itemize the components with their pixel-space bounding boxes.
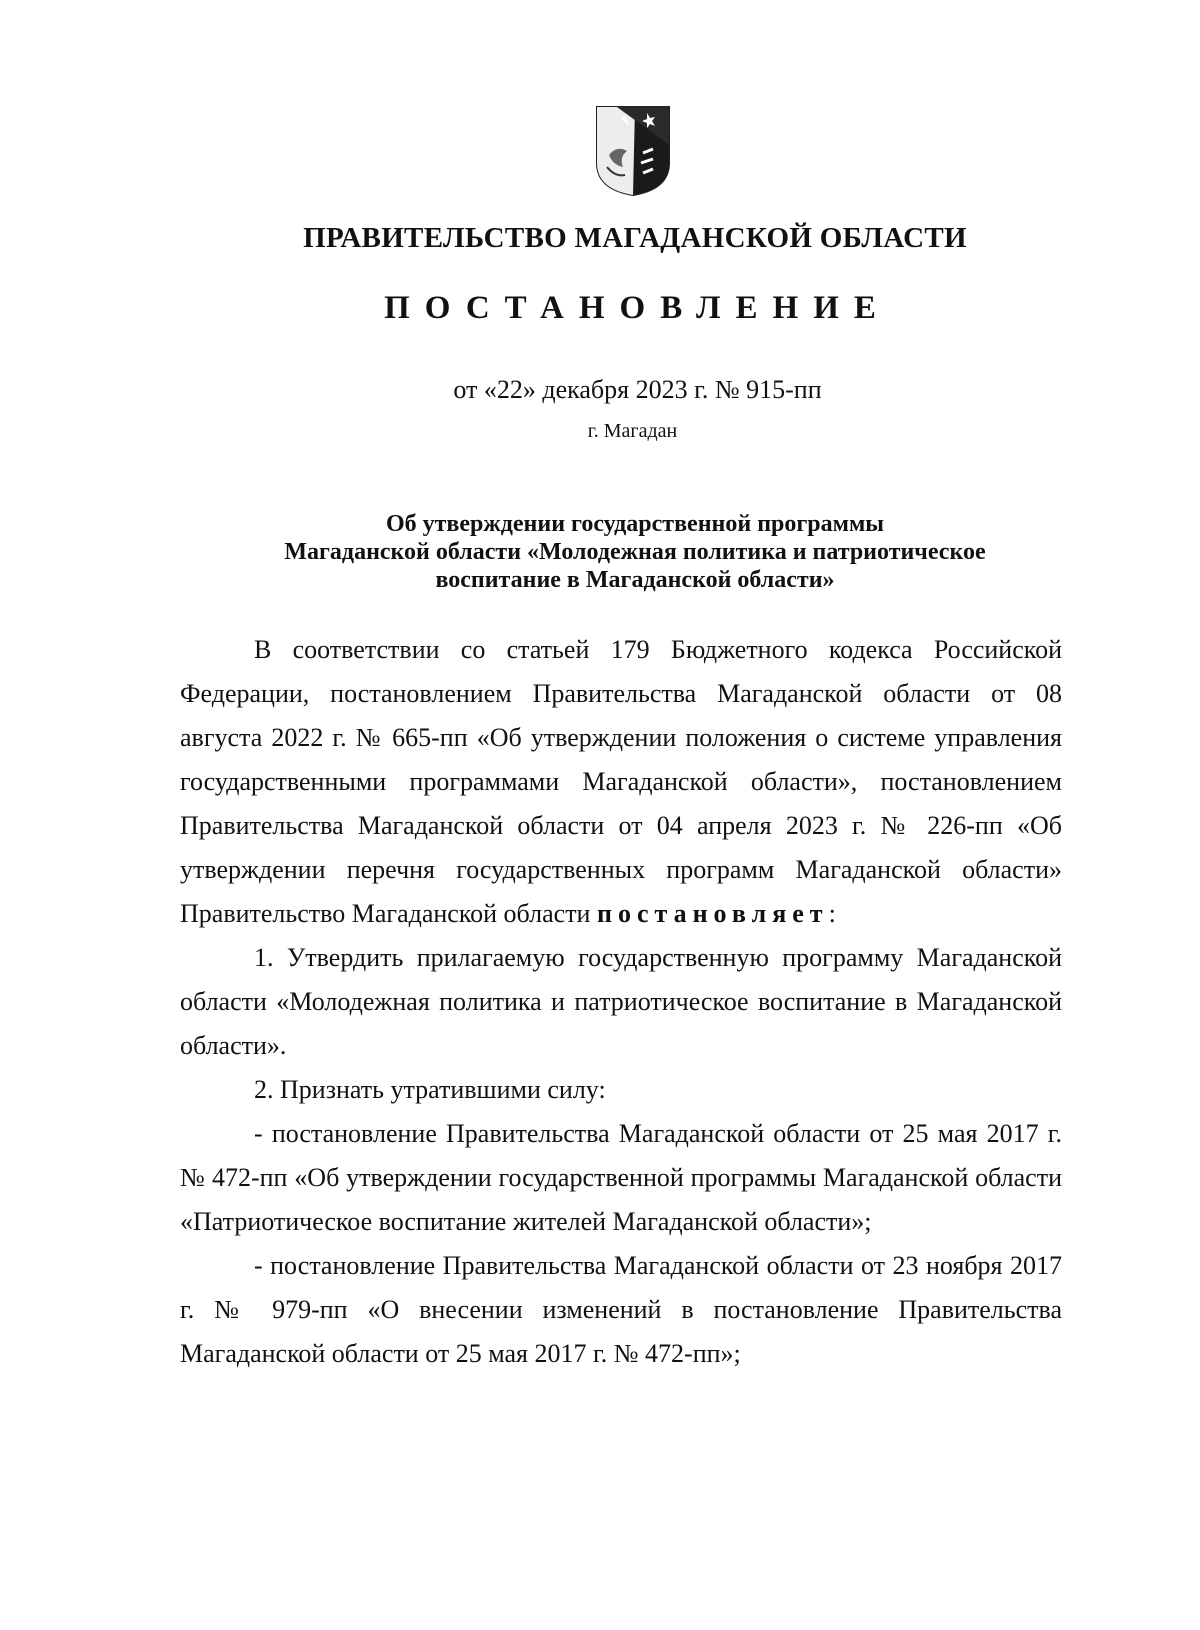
decree-colon: :: [828, 899, 836, 928]
clause-2-paragraph: 2. Признать утратившими силу:: [254, 1075, 606, 1104]
repealed-act-2-paragraph: - постановление Правительства Магаданской области от 23 ноября 2017 г. № 979-пп «О внесении изменений в постановление Правительства Магаданской области от 25 мая 2017 г. № 472-пп»;: [180, 1251, 1062, 1368]
subject-line: Об утверждении государственной программы: [385, 511, 885, 537]
decree-word: постановляет: [596, 899, 829, 928]
document-body: [180, 628, 1062, 1376]
preamble-paragraph: [180, 628, 1062, 936]
subject-line: воспитание в Магаданской области»: [435, 567, 835, 593]
date-number-line: от «22» декабря 2023 г. № 915-пп: [453, 375, 822, 404]
coat-of-arms-icon: [595, 105, 671, 197]
document-type: ПОСТАНОВЛЕНИЕ: [384, 290, 891, 326]
subject-line: Магаданской области «Молодежная политика и патриотическое: [284, 539, 986, 565]
preamble-text: В соответствии со статьей 179 Бюджетного кодекса Российской Федерации, постановлением Правительства Магаданской области от 08 августа 2022 г. № 665-пп «Об утверждении положения о системе управления государственными программами Магаданской области», постановлением Правительства Магаданской области от 04 апреля 2023 г. № 226-пп «Об утверждении перечня государственных программ Магаданской области» Правительство Магаданской области: [180, 635, 1062, 928]
document-subject: [200, 510, 1070, 594]
government-title: ПРАВИТЕЛЬСТВО МАГАДАНСКОЙ ОБЛАСТИ: [303, 222, 967, 254]
repealed-act-1-paragraph: - постановление Правительства Магаданской области от 25 мая 2017 г. № 472-пп «Об утверждении государственной программы Магаданской области «Патриотическое воспитание жителей Магаданской области»;: [180, 1119, 1062, 1236]
city-line: г. Магадан: [587, 420, 678, 442]
clause-1-paragraph: 1. Утвердить прилагаемую государственную программу Магаданской области «Молодежная политика и патриотическое воспитание в Магаданской области».: [180, 943, 1062, 1060]
